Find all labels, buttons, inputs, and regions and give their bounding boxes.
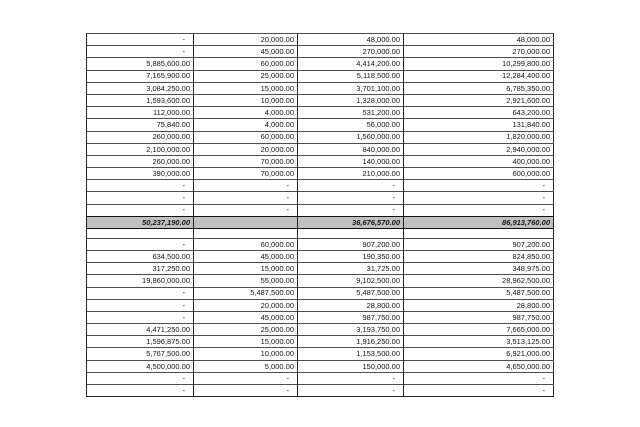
cell: - — [87, 287, 194, 299]
cell: 25,000.00 — [194, 70, 298, 82]
table-row — [87, 311, 554, 323]
cell: 48,000.00 — [404, 34, 554, 46]
table-row — [87, 131, 554, 143]
cell: 50,237,190.00 — [87, 216, 194, 228]
cell: 150,000.00 — [298, 360, 404, 372]
cell: 55,000.00 — [194, 275, 298, 287]
cell — [194, 216, 298, 228]
table-row — [87, 275, 554, 287]
cell: 15,000.00 — [194, 82, 298, 94]
table-row — [87, 82, 554, 94]
table-row — [87, 58, 554, 70]
cell: 86,913,760.00 — [404, 216, 554, 228]
cell: - — [87, 372, 194, 384]
cell: - — [87, 299, 194, 311]
cell: 2,100,000.00 — [87, 143, 194, 155]
cell: 15,000.00 — [194, 263, 298, 275]
cell: 131,840.00 — [404, 119, 554, 131]
table-row — [87, 238, 554, 250]
cell: 5,000.00 — [194, 360, 298, 372]
cell: - — [298, 180, 404, 192]
cell: 5,487,500.00 — [298, 287, 404, 299]
cell: 48,000.00 — [298, 34, 404, 46]
cell: 1,593,600.00 — [87, 94, 194, 106]
table-row — [87, 287, 554, 299]
cell: 7,665,000.00 — [404, 324, 554, 336]
cell: 19,860,000.00 — [87, 275, 194, 287]
section1-total-row — [87, 216, 554, 228]
cell: 390,000.00 — [87, 168, 194, 180]
table-row — [87, 143, 554, 155]
table-body — [87, 34, 554, 397]
cell: 25,000.00 — [194, 324, 298, 336]
cell: 4,000.00 — [194, 119, 298, 131]
cell: 5,767,500.00 — [87, 348, 194, 360]
cell: 987,750.00 — [298, 311, 404, 323]
cell: 112,000.00 — [87, 107, 194, 119]
cell: 260,000.00 — [87, 155, 194, 167]
cell: - — [404, 372, 554, 384]
cell: 4,650,000.00 — [404, 360, 554, 372]
cell: 28,962,500.00 — [404, 275, 554, 287]
cell — [298, 229, 404, 239]
cell: 5,118,500.00 — [298, 70, 404, 82]
cell: 2,921,600.00 — [404, 94, 554, 106]
cell: - — [298, 204, 404, 216]
cell: - — [194, 192, 298, 204]
spreadsheet-table — [86, 33, 554, 397]
cell: - — [87, 238, 194, 250]
cell: - — [194, 180, 298, 192]
cell: 7,165,900.00 — [87, 70, 194, 82]
cell: 70,000.00 — [194, 168, 298, 180]
cell: 28,800.00 — [298, 299, 404, 311]
cell: 1,560,000.00 — [298, 131, 404, 143]
cell: - — [87, 192, 194, 204]
cell: 1,820,000.00 — [404, 131, 554, 143]
table-row — [87, 192, 554, 204]
cell: 4,471,250.00 — [87, 324, 194, 336]
cell: 45,000.00 — [194, 311, 298, 323]
cell: 4,500,000.00 — [87, 360, 194, 372]
cell: 140,000.00 — [298, 155, 404, 167]
cell: 1,596,875.00 — [87, 336, 194, 348]
cell: 600,000.00 — [404, 168, 554, 180]
cell: 10,000.00 — [194, 348, 298, 360]
cell — [194, 229, 298, 239]
table-row — [87, 348, 554, 360]
table-row — [87, 119, 554, 131]
cell: 643,200.00 — [404, 107, 554, 119]
table-row — [87, 336, 554, 348]
cell: 531,200.00 — [298, 107, 404, 119]
cell: 28,800.00 — [404, 299, 554, 311]
cell: 348,975.00 — [404, 263, 554, 275]
cell: 317,250.00 — [87, 263, 194, 275]
cell: 31,725.00 — [298, 263, 404, 275]
cell: 190,350.00 — [298, 250, 404, 262]
cell: 907,200.00 — [298, 238, 404, 250]
cell: - — [87, 34, 194, 46]
cell: - — [87, 311, 194, 323]
cell: - — [87, 46, 194, 58]
table-row — [87, 168, 554, 180]
cell: - — [87, 385, 194, 397]
table-row — [87, 70, 554, 82]
cell: 70,000.00 — [194, 155, 298, 167]
cell: 3,701,100.00 — [298, 82, 404, 94]
cell: - — [404, 180, 554, 192]
cell: - — [87, 180, 194, 192]
cell: 45,000.00 — [194, 250, 298, 262]
cell: 3,084,250.00 — [87, 82, 194, 94]
table-row — [87, 94, 554, 106]
spreadsheet-region — [86, 33, 554, 397]
cell — [87, 229, 194, 239]
cell: 6,921,000.00 — [404, 348, 554, 360]
cell: 824,850.00 — [404, 250, 554, 262]
cell: 5,487,500.00 — [194, 287, 298, 299]
cell: 20,000.00 — [194, 143, 298, 155]
table-row — [87, 107, 554, 119]
cell: 60,000.00 — [194, 131, 298, 143]
cell: 45,000.00 — [194, 46, 298, 58]
cell: 75,840.00 — [87, 119, 194, 131]
cell: 2,940,000.00 — [404, 143, 554, 155]
cell: 5,487,500.00 — [404, 287, 554, 299]
table-row — [87, 46, 554, 58]
table-row — [87, 155, 554, 167]
cell: 10,299,800.00 — [404, 58, 554, 70]
cell: 12,284,400.00 — [404, 70, 554, 82]
cell: - — [194, 204, 298, 216]
cell: 270,000.00 — [404, 46, 554, 58]
cell: 20,000.00 — [194, 34, 298, 46]
table-row — [87, 372, 554, 384]
spacer-row — [87, 229, 554, 239]
cell: 60,000.00 — [194, 238, 298, 250]
cell: 4,000.00 — [194, 107, 298, 119]
cell: - — [298, 385, 404, 397]
cell: 634,500.00 — [87, 250, 194, 262]
cell: 10,000.00 — [194, 94, 298, 106]
cell: 56,000.00 — [298, 119, 404, 131]
table-row — [87, 385, 554, 397]
table-row — [87, 324, 554, 336]
cell: - — [298, 372, 404, 384]
cell: 15,000.00 — [194, 336, 298, 348]
cell: - — [404, 192, 554, 204]
cell: - — [87, 204, 194, 216]
table-row — [87, 263, 554, 275]
table-row — [87, 360, 554, 372]
cell: 1,328,000.00 — [298, 94, 404, 106]
cell: 260,000.00 — [87, 131, 194, 143]
cell: 9,102,500.00 — [298, 275, 404, 287]
cell: 907,200.00 — [404, 238, 554, 250]
cell: 1,916,250.00 — [298, 336, 404, 348]
table-row — [87, 299, 554, 311]
table-row — [87, 180, 554, 192]
cell: 3,513,125.00 — [404, 336, 554, 348]
cell: - — [404, 204, 554, 216]
cell: 36,676,570.00 — [298, 216, 404, 228]
table-row — [87, 204, 554, 216]
cell: - — [298, 192, 404, 204]
cell: 60,000.00 — [194, 58, 298, 70]
cell: 4,414,200.00 — [298, 58, 404, 70]
cell: 400,000.00 — [404, 155, 554, 167]
cell: 20,000.00 — [194, 299, 298, 311]
cell: 5,885,600.00 — [87, 58, 194, 70]
cell: - — [194, 385, 298, 397]
table-row — [87, 34, 554, 46]
cell: 987,750.00 — [404, 311, 554, 323]
cell — [404, 229, 554, 239]
cell: 3,193,750.00 — [298, 324, 404, 336]
cell: 6,785,350.00 — [404, 82, 554, 94]
cell: 1,153,500.00 — [298, 348, 404, 360]
table-row — [87, 250, 554, 262]
cell: 210,000.00 — [298, 168, 404, 180]
cell: 840,000.00 — [298, 143, 404, 155]
cell: - — [194, 372, 298, 384]
cell: - — [404, 385, 554, 397]
cell: 270,000.00 — [298, 46, 404, 58]
